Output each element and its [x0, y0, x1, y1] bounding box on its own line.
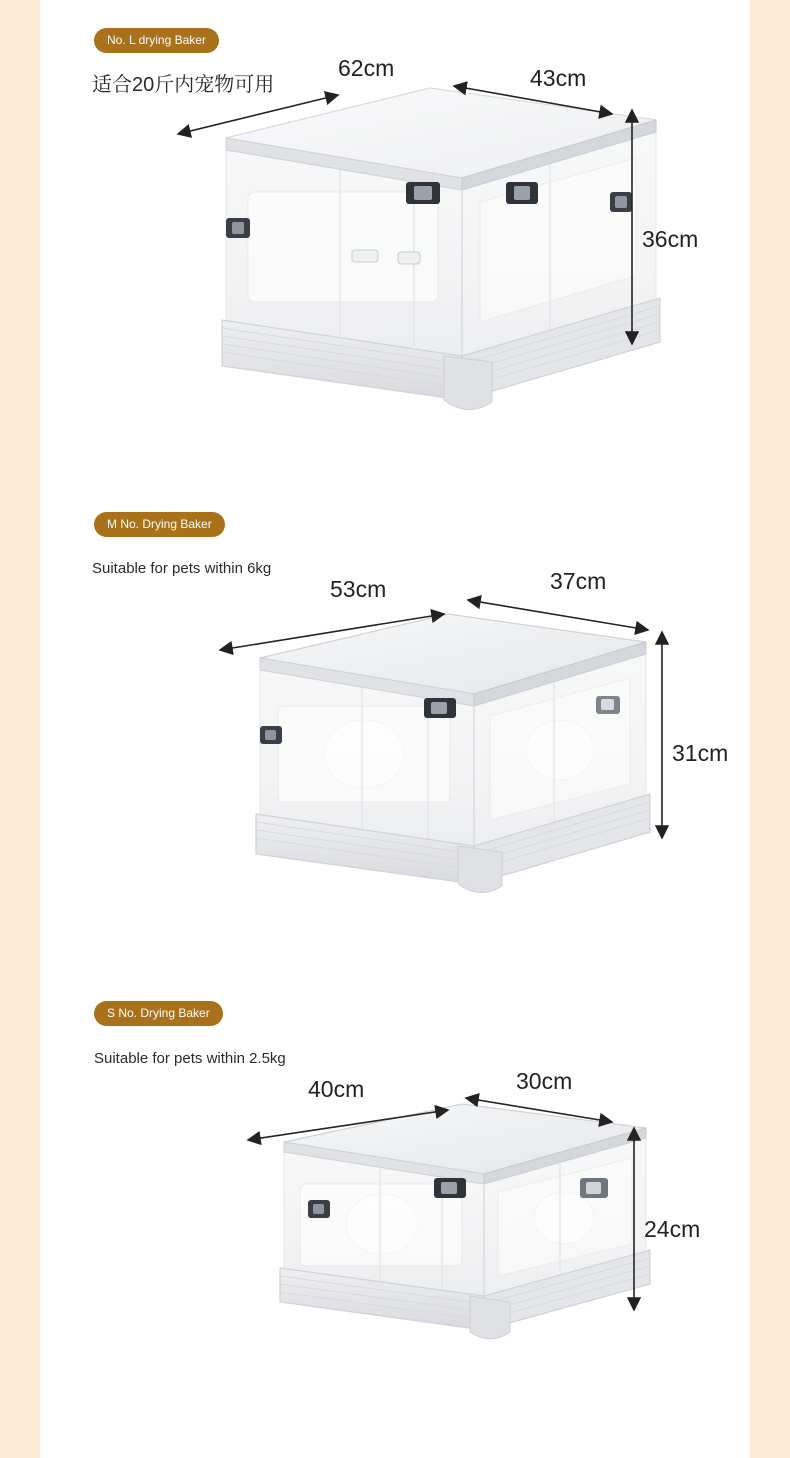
size-subtitle-small: Suitable for pets within 2.5kg [94, 1050, 286, 1067]
size-subtitle-large: 适合20斤内宠物可用 [92, 74, 275, 96]
size-section-medium [42, 470, 748, 940]
dimension-label-depth-small: 30cm [516, 1068, 573, 1094]
dimension-arrow-height-medium [650, 626, 690, 846]
product-spec-card [42, 0, 748, 1390]
handle-small-b [398, 252, 420, 264]
latch-right [596, 696, 620, 714]
latch-front-left [308, 1200, 330, 1218]
size-section-large [42, 0, 748, 470]
size-badge-large: No. L drying Baker [94, 28, 219, 53]
dimension-label-depth-medium: 37cm [550, 568, 607, 594]
dimension-label-width-medium: 53cm [330, 576, 387, 602]
size-section-small [42, 940, 748, 1390]
dimension-label-height-small: 24cm [644, 1216, 701, 1242]
dimension-arrow-width-large [70, 82, 370, 142]
dimension-label-depth-large: 43cm [530, 65, 587, 91]
size-badge-medium: M No. Drying Baker [94, 512, 225, 537]
dimension-label-height-medium: 31cm [672, 740, 729, 766]
dimension-arrow-width-medium [212, 606, 482, 656]
dimension-label-width-large: 62cm [338, 55, 395, 81]
latch-front-left [260, 726, 282, 744]
latch-top-center [434, 1178, 466, 1198]
latch-right-a [506, 182, 538, 204]
size-subtitle-medium: Suitable for pets within 6kg [92, 560, 272, 577]
dimension-arrow-width-small [240, 1102, 480, 1152]
size-badge-small: S No. Drying Baker [94, 1001, 223, 1026]
handle-small-a [352, 250, 378, 262]
dimension-label-height-large: 36cm [642, 226, 699, 252]
latch-top-center [406, 182, 440, 204]
latch-front-left [226, 218, 250, 238]
latch-right [580, 1178, 608, 1198]
dimension-label-width-small: 40cm [308, 1076, 365, 1102]
latch-top-center [424, 698, 456, 718]
